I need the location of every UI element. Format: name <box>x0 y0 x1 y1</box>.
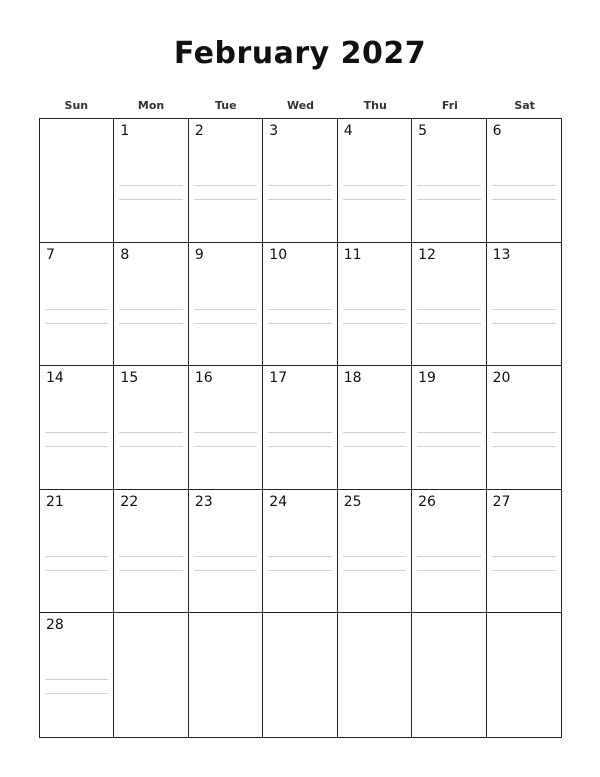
day-number: 7 <box>46 246 55 263</box>
day-number: 15 <box>120 370 139 387</box>
day-number: 1 <box>120 123 130 139</box>
day-number: 6 <box>492 123 502 139</box>
day-number: 23 <box>194 493 213 510</box>
day-cell <box>412 366 486 490</box>
note-lines <box>268 185 331 200</box>
calendar-title: February 2027 <box>173 36 427 71</box>
empty-day-cell <box>487 613 561 737</box>
day-cell <box>487 119 561 243</box>
day-number: 19 <box>418 370 436 387</box>
note-lines <box>417 185 480 200</box>
weekday-fri: Fri <box>441 99 458 112</box>
note-lines <box>194 185 257 200</box>
note-lines <box>417 309 480 324</box>
weekday-header-row <box>39 99 562 115</box>
empty-day-cell <box>338 613 412 737</box>
empty-day-cell <box>40 119 114 243</box>
day-cell <box>40 366 114 490</box>
empty-day-cell <box>114 613 188 737</box>
note-lines <box>417 432 480 447</box>
day-cell <box>40 243 114 367</box>
day-cell <box>114 243 188 367</box>
weekday-tue: Tue <box>214 99 237 112</box>
day-number: 17 <box>269 370 288 387</box>
day-cell <box>263 119 337 243</box>
calendar-grid <box>39 118 562 738</box>
note-lines <box>194 432 257 447</box>
note-lines <box>268 556 331 571</box>
day-cell <box>189 366 263 490</box>
day-number: 25 <box>343 493 362 510</box>
day-cell <box>487 243 561 367</box>
day-cell <box>114 366 188 490</box>
day-cell <box>114 490 188 614</box>
note-lines <box>492 185 556 200</box>
note-lines <box>343 432 406 447</box>
weekday-sun: Sun <box>64 99 89 112</box>
empty-day-cell <box>263 613 337 737</box>
day-number: 13 <box>492 246 511 263</box>
day-cell <box>40 613 114 737</box>
note-lines <box>119 556 182 571</box>
day-cell <box>412 490 486 614</box>
day-number: 4 <box>343 123 353 139</box>
note-lines <box>343 185 406 200</box>
day-number: 10 <box>269 246 288 263</box>
day-cell <box>263 490 337 614</box>
note-lines <box>194 309 257 324</box>
day-number: 11 <box>343 246 362 263</box>
day-cell <box>40 490 114 614</box>
weekday-sat: Sat <box>514 99 535 112</box>
day-cell <box>412 243 486 367</box>
day-cell <box>338 490 412 614</box>
day-cell <box>487 490 561 614</box>
day-cell <box>114 119 188 243</box>
day-cell <box>487 366 561 490</box>
day-number: 28 <box>46 617 64 634</box>
day-cell <box>338 243 412 367</box>
note-lines <box>492 556 556 571</box>
note-lines <box>268 432 331 447</box>
day-number: 20 <box>492 370 511 387</box>
day-number: 5 <box>418 123 428 139</box>
day-cell <box>338 366 412 490</box>
day-cell <box>189 243 263 367</box>
day-number: 14 <box>46 370 64 387</box>
day-number: 9 <box>194 246 204 263</box>
weekday-wed: Wed <box>286 99 315 112</box>
day-cell <box>263 366 337 490</box>
note-lines <box>492 309 556 324</box>
note-lines <box>45 432 108 447</box>
day-cell <box>412 119 486 243</box>
note-lines <box>119 185 182 200</box>
note-lines <box>119 309 182 324</box>
day-number: 24 <box>269 493 288 510</box>
note-lines <box>343 556 406 571</box>
day-number: 16 <box>194 370 213 387</box>
note-lines <box>194 556 257 571</box>
empty-day-cell <box>412 613 486 737</box>
day-cell <box>263 243 337 367</box>
note-lines <box>343 309 406 324</box>
day-cell <box>338 119 412 243</box>
note-lines <box>45 556 108 571</box>
day-number: 8 <box>120 246 130 263</box>
day-cell <box>189 119 263 243</box>
empty-day-cell <box>189 613 263 737</box>
note-lines <box>492 432 556 447</box>
note-lines <box>119 432 182 447</box>
day-number: 27 <box>492 493 511 510</box>
weekday-mon: Mon <box>137 99 165 112</box>
note-lines <box>45 309 108 324</box>
day-number: 22 <box>120 493 139 510</box>
day-number: 21 <box>46 493 64 510</box>
day-number: 3 <box>269 123 279 139</box>
day-cell <box>189 490 263 614</box>
note-lines <box>417 556 480 571</box>
weekday-thu: Thu <box>363 99 387 112</box>
day-number: 2 <box>194 123 204 139</box>
note-lines <box>45 679 108 694</box>
day-number: 12 <box>418 246 436 263</box>
day-number: 26 <box>418 493 436 510</box>
note-lines <box>268 309 331 324</box>
day-number: 18 <box>343 370 362 387</box>
